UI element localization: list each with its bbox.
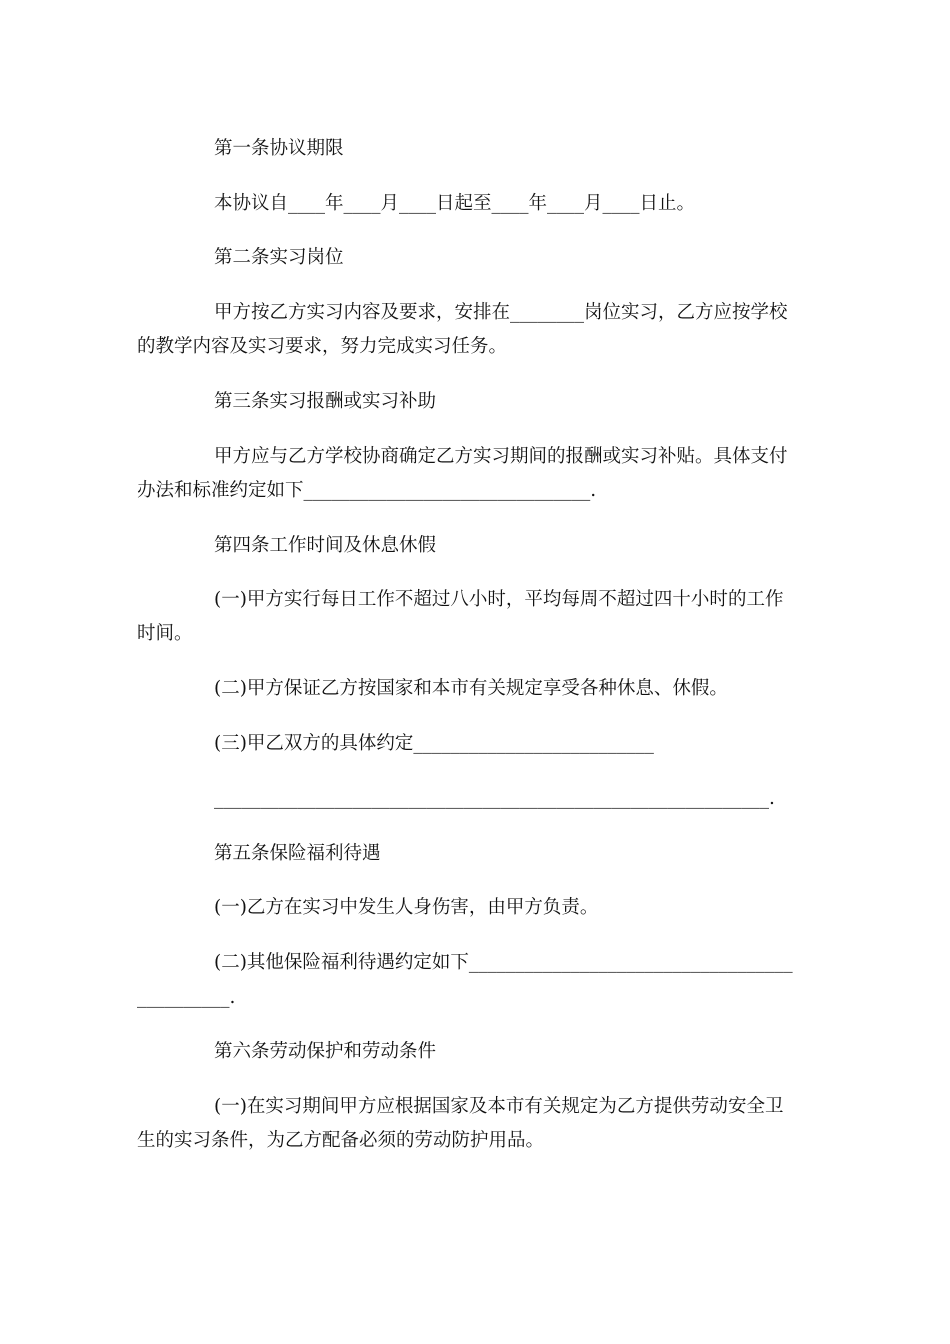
article-2-heading: 第二条实习岗位: [214, 247, 344, 268]
article-4-item-3-line-1: (三)甲乙双方的具体约定__________________________: [214, 733, 654, 754]
article-2-text-line-2: 的教学内容及实习要求，努力完成实习任务。: [137, 336, 508, 357]
article-3-heading: 第三条实习报酬或实习补助: [214, 391, 437, 412]
article-6-item-1-line-2: 生的实习条件，为乙方配备必须的劳动防护用品。: [137, 1130, 545, 1151]
article-1-heading: 第一条协议期限: [214, 138, 344, 159]
article-4-item-1-line-1: (一)甲方实行每日工作不超过八小时，平均每周不超过四十小时的工作: [214, 589, 784, 610]
article-4-item-3-line-2: ____________________________________________________________.: [214, 788, 775, 809]
article-4-heading: 第四条工作时间及休息休假: [214, 535, 437, 556]
article-6-item-1-line-1: (一)在实习期间甲方应根据国家及本市有关规定为乙方提供劳动安全卫: [214, 1096, 784, 1117]
article-1-text: 本协议自____年____月____日起至____年____月____日止。: [214, 193, 696, 214]
article-5-item-2-line-1: (二)其他保险福利待遇约定如下___________________________________: [214, 952, 793, 973]
article-5-item-1: (一)乙方在实习中发生人身伤害，由甲方负责。: [214, 897, 599, 918]
article-6-heading: 第六条劳动保护和劳动条件: [214, 1041, 437, 1062]
article-3-text-line-2: 办法和标准约定如下_______________________________.: [137, 480, 597, 501]
article-5-heading: 第五条保险福利待遇: [214, 843, 381, 864]
article-3-text-line-1: 甲方应与乙方学校协商确定乙方实习期间的报酬或实习补贴。具体支付: [214, 446, 788, 467]
article-5-item-2-line-2: __________.: [137, 987, 236, 1008]
article-2-text-line-1: 甲方按乙方实习内容及要求，安排在________岗位实习，乙方应按学校: [214, 302, 788, 323]
article-4-item-1-line-2: 时间。: [137, 623, 193, 644]
article-4-item-2: (二)甲方保证乙方按国家和本市有关规定享受各种休息、休假。: [214, 678, 728, 699]
